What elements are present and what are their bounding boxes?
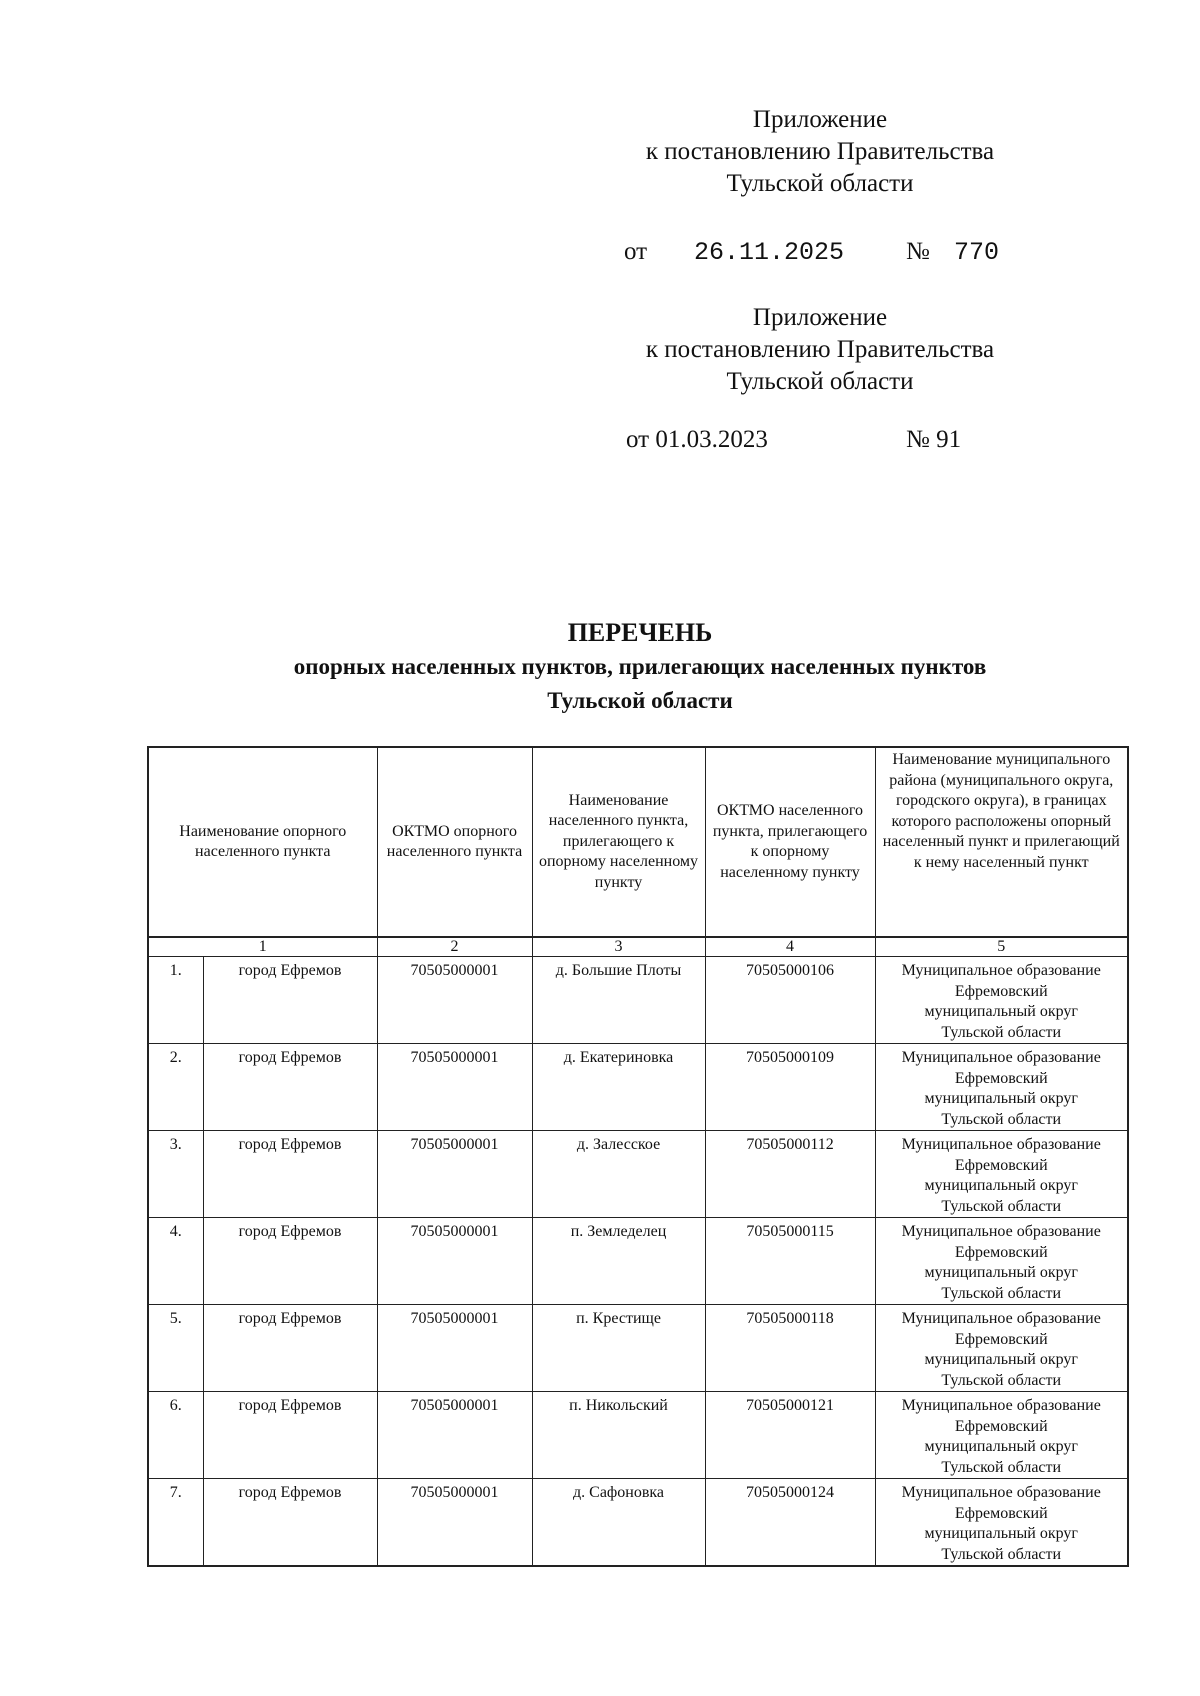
adjacent-settlement-cell: д. Екатериновка [532,1044,705,1131]
table-row [148,957,1128,1044]
municipality-cell [875,1392,1128,1479]
table-row [148,1479,1128,1567]
municipality-cell [875,1479,1128,1567]
base-settlement-cell: город Ефремов [203,1392,377,1479]
appendix-region-line: Тульской области [726,368,914,395]
adjacent-settlement-cell: п. Никольский [532,1392,705,1479]
row-number: 3. [148,1131,203,1218]
municipality-cell [875,1131,1128,1218]
title-main: ПЕРЕЧЕНЬ [567,618,713,647]
municipality-line: Муниципальное образование [901,962,1101,979]
appendix-original-header [600,302,1040,398]
municipality-cell [875,1044,1128,1131]
municipality-cell [875,957,1128,1044]
municipality-line: Тульской области [941,1545,1062,1563]
column-number: 5 [875,937,1128,957]
adjacent-oktmo-cell: 70505000124 [705,1479,875,1567]
municipality-line: Муниципальное образование [901,1310,1101,1327]
original-date: от 01.03.2023 [626,426,768,453]
adjacent-oktmo-cell: 70505000121 [705,1392,875,1479]
municipality-line: муниципальный округ [924,1090,1078,1107]
municipality-line: Ефремовский [954,1243,1048,1261]
base-settlement-cell: город Ефремов [203,1218,377,1305]
settlements-table [147,746,1129,1567]
base-settlement-cell: город Ефремов [203,957,377,1044]
adjacent-oktmo-cell: 70505000118 [705,1305,875,1392]
adjacent-settlement-cell: д. Сафоновка [532,1479,705,1567]
adjacent-oktmo-cell: 70505000115 [705,1218,875,1305]
municipality-line: муниципальный округ [924,1525,1078,1542]
municipality-line: Ефремовский [954,1417,1048,1435]
title-line-3: Тульской области [547,688,733,713]
appendix-region-line: Тульской области [726,170,914,197]
document-title [140,616,1140,718]
base-settlement-cell: город Ефремов [203,1044,377,1131]
appendix-current-header [600,104,1040,200]
base-oktmo-cell: 70505000001 [377,1218,532,1305]
municipality-line: Муниципальное образование [901,1223,1101,1240]
table-row [148,1305,1128,1392]
municipality-line: муниципальный округ [924,1264,1078,1281]
appendix-label: Приложение [752,304,888,331]
adjacent-oktmo-cell: 70505000106 [705,957,875,1044]
header-adjacent-settlement: Наименование населенного пункта, прилегающего к опорному населенному пункту [532,747,705,937]
column-number: 1 [148,937,377,957]
current-number-prefix: № [906,238,930,265]
row-number: 5. [148,1305,203,1392]
adjacent-oktmo-cell: 70505000109 [705,1044,875,1131]
municipality-cell [875,1218,1128,1305]
base-settlement-cell: город Ефремов [203,1479,377,1567]
municipality-line: муниципальный округ [924,1351,1078,1368]
municipality-line: Тульской области [941,1197,1062,1215]
municipality-line: Ефремовский [954,1069,1048,1087]
municipality-line: Ефремовский [954,1330,1048,1348]
header-base-settlement: Наименование опорного населенного пункта [148,747,377,937]
municipality-line: Муниципальное образование [901,1049,1101,1066]
base-oktmo-cell: 70505000001 [377,1131,532,1218]
adjacent-oktmo-cell: 70505000112 [705,1131,875,1218]
current-number: 770 [954,238,1000,267]
row-number: 6. [148,1392,203,1479]
municipality-line: Муниципальное образование [901,1136,1101,1153]
municipality-line: Тульской области [941,1284,1062,1302]
adjacent-settlement-cell: п. Крестище [532,1305,705,1392]
municipality-line: Тульской области [941,1371,1062,1389]
municipality-line: Ефремовский [954,1156,1048,1174]
table-body [148,957,1128,1567]
municipality-line: Ефремовский [954,1504,1048,1522]
row-number: 1. [148,957,203,1044]
header-adjacent-oktmo: ОКТМО населенного пункта, прилегающего к опорному населенному пункту [705,747,875,937]
table-row [148,1044,1128,1131]
table-row [148,1392,1128,1479]
base-settlement-cell: город Ефремов [203,1131,377,1218]
municipality-line: муниципальный округ [924,1177,1078,1194]
header-base-oktmo: ОКТМО опорного населенного пункта [377,747,532,937]
appendix-resolution-line: к постановлению Правительства [645,138,995,165]
row-number: 7. [148,1479,203,1567]
table-row [148,1131,1128,1218]
adjacent-settlement-cell: д. Большие Плоты [532,957,705,1044]
municipality-line: Тульской области [941,1023,1062,1041]
base-oktmo-cell: 70505000001 [377,957,532,1044]
base-settlement-cell: город Ефремов [203,1305,377,1392]
municipality-line: Муниципальное образование [901,1397,1101,1414]
original-number: № 91 [906,426,962,453]
current-date-prefix: от [624,238,648,265]
municipality-line: Муниципальное образование [901,1484,1101,1501]
municipality-cell [875,1305,1128,1392]
municipality-line: Тульской области [941,1110,1062,1128]
municipality-line: муниципальный округ [924,1438,1078,1455]
adjacent-settlement-cell: п. Земледелец [532,1218,705,1305]
appendix-label: Приложение [752,106,888,133]
base-oktmo-cell: 70505000001 [377,1479,532,1567]
column-number: 3 [532,937,705,957]
appendix-resolution-line: к постановлению Правительства [645,336,995,363]
adjacent-settlement-cell: д. Залесское [532,1131,705,1218]
header-municipality: Наименование муниципального района (муниципального округа, городского округа), в границах которого расположены опорный населенный пункт и прилегающий к нему населенный пункт [875,747,1128,937]
municipality-line: Тульской области [941,1458,1062,1476]
municipality-line: Ефремовский [954,982,1048,1000]
municipality-line: муниципальный округ [924,1003,1078,1020]
row-number: 2. [148,1044,203,1131]
base-oktmo-cell: 70505000001 [377,1392,532,1479]
column-number: 4 [705,937,875,957]
column-number: 2 [377,937,532,957]
base-oktmo-cell: 70505000001 [377,1044,532,1131]
base-oktmo-cell: 70505000001 [377,1305,532,1392]
title-line-2: опорных населенных пунктов, прилегающих населенных пунктов [293,654,987,679]
table-row [148,1218,1128,1305]
current-date: 26.11.2025 [694,238,845,267]
row-number: 4. [148,1218,203,1305]
